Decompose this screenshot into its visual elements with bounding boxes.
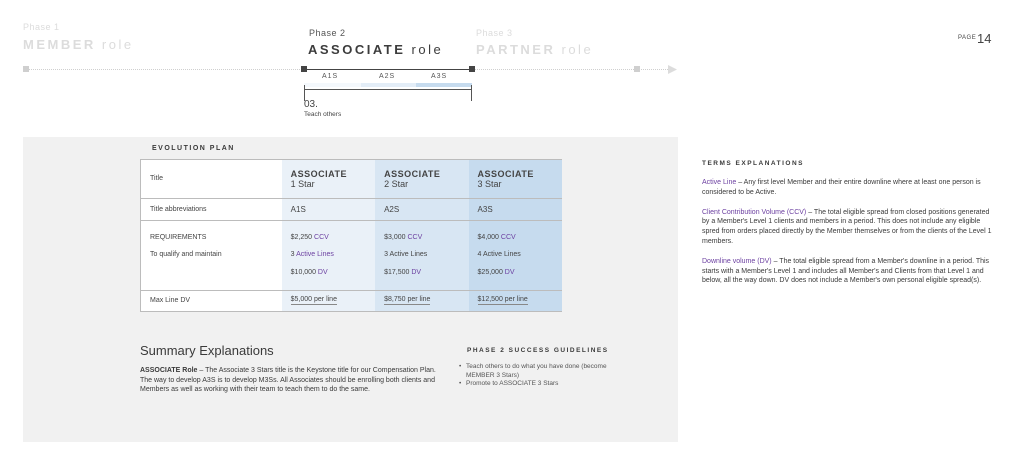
term-text-dv: – The total eligible spread from a Member's downline in a period. This starts with a Member's Level 1 and includes all Member's and Clients from that Level 1 and below, all the way down. DV does not include a Member's own personal eligible spread(s). bbox=[702, 257, 990, 285]
progress-seg-a1s bbox=[304, 83, 361, 87]
req3-dv-unit: DV bbox=[504, 268, 515, 276]
terms-list bbox=[702, 178, 998, 286]
table-row bbox=[141, 220, 562, 290]
tick-a2s: A2S bbox=[379, 73, 396, 80]
evolution-table-wrapper bbox=[140, 159, 562, 312]
col-head-1 bbox=[282, 160, 375, 198]
maxline-3 bbox=[469, 290, 562, 311]
maxline-1-value: $5,000 per line bbox=[290, 296, 337, 303]
col-head-1-bottom: 1 Star bbox=[290, 178, 315, 189]
phase1-title bbox=[23, 37, 134, 52]
phase2-title-bold: ASSOCIATE bbox=[308, 42, 406, 57]
term-name-dv: Downline volume (DV) bbox=[702, 257, 772, 265]
guideline-item: • Teach others to do what you have done (become MEMBER 3 Stars) bbox=[459, 363, 609, 380]
col-head-2-top: ASSOCIATE bbox=[384, 168, 441, 179]
page-number: 14 bbox=[977, 31, 992, 46]
row-label-requirements bbox=[141, 220, 282, 290]
term-item-ccv bbox=[702, 208, 998, 247]
term-name-ccv: Client Contribution Volume (CCV) bbox=[702, 208, 807, 216]
progress-underline bbox=[304, 89, 472, 90]
req3-ccv-value: $4,000 bbox=[477, 233, 499, 241]
req2-dv-unit: DV bbox=[411, 268, 422, 276]
table-row bbox=[141, 160, 562, 198]
req1-ccv-unit: CCV bbox=[314, 233, 329, 241]
requirements-sublabel: To qualify and maintain bbox=[150, 251, 222, 259]
phase2-title-light: role bbox=[411, 42, 444, 57]
phase2-label: Phase 2 bbox=[309, 28, 346, 38]
timeline-start-marker bbox=[23, 66, 29, 72]
requirements-1 bbox=[282, 220, 375, 290]
evolution-plan-title: EVOLUTION PLAN bbox=[152, 145, 235, 152]
tick-a1s: A1S bbox=[322, 73, 339, 80]
guideline-item: • Promote to ASSOCIATE 3 Stars bbox=[459, 380, 559, 387]
terms-title: TERMS EXPLANATIONS bbox=[702, 160, 804, 167]
term-text-active-line: – Any first level Member and their entire downline where at least one person is considered to be Active. bbox=[702, 179, 981, 196]
col-head-3-bottom: 3 Star bbox=[477, 178, 502, 189]
phase2-title bbox=[308, 42, 443, 57]
maxline-2 bbox=[375, 290, 468, 311]
term-text-ccv: – The total eligible spread from closed positions generated by a Member's Level 1 clients and members in a period. This does not include any eligible spred from orders placed directly by the Member themselves or from the clients of the Level 1 members. bbox=[702, 208, 992, 245]
maxline-1 bbox=[282, 290, 375, 311]
abbrev-1: A1S bbox=[282, 198, 375, 220]
step-number: 03. bbox=[304, 99, 318, 110]
req3-lines-value: 4 Active Lines bbox=[477, 251, 521, 259]
req2-lines-value: 3 Active Lines bbox=[384, 251, 428, 259]
phase1-title-light: role bbox=[101, 37, 134, 52]
summary-text: – The Associate 3 Stars title is the Keystone title for our Compensation Plan. The way to develop A3S is to develop M3Ss. All Associates should be enrolling both clients and Members as well as working with their team to teach them to do the same. bbox=[140, 367, 436, 394]
table-row bbox=[141, 198, 562, 220]
term-item-dv bbox=[702, 257, 998, 286]
page-label: PAGE bbox=[958, 35, 977, 41]
summary-body bbox=[140, 366, 440, 395]
row-label-maxline: Max Line DV bbox=[141, 290, 282, 311]
phase3-title-light: role bbox=[561, 42, 594, 57]
phase1-label: Phase 1 bbox=[23, 22, 60, 32]
col-head-3-top: ASSOCIATE bbox=[477, 168, 534, 179]
phase1-title-bold: MEMBER bbox=[23, 37, 96, 52]
tick-a3s: A3S bbox=[431, 73, 448, 80]
step-text: Teach others bbox=[304, 111, 342, 118]
term-item-active-line bbox=[702, 178, 998, 198]
row-label-abbrev: Title abbreviations bbox=[141, 198, 282, 220]
maxline-3-value: $12,500 per line bbox=[477, 296, 528, 303]
timeline-phase2-start-marker bbox=[301, 66, 307, 72]
timeline-line-right bbox=[475, 69, 670, 70]
timeline-line-left bbox=[26, 69, 304, 70]
guideline-text-1: Teach others to do what you have done (become MEMBER 3 Stars) bbox=[466, 363, 607, 379]
req2-ccv-unit: CCV bbox=[407, 233, 423, 241]
req1-dv-unit: DV bbox=[317, 268, 328, 276]
requirements-label: REQUIREMENTS bbox=[150, 233, 207, 241]
summary-term: ASSOCIATE Role bbox=[140, 367, 198, 374]
progress-seg-a2s bbox=[361, 83, 416, 87]
maxline-2-value: $8,750 per line bbox=[384, 296, 431, 303]
col-head-2 bbox=[375, 160, 468, 198]
timeline-arrow-icon bbox=[668, 65, 678, 74]
timeline-phase3-marker bbox=[634, 66, 640, 72]
guidelines-list bbox=[459, 363, 609, 389]
summary-title: Summary Explanations bbox=[140, 343, 274, 358]
guideline-text-2: Promote to ASSOCIATE 3 Stars bbox=[466, 380, 559, 387]
req2-ccv-value: $3,000 bbox=[384, 233, 406, 241]
phase3-title-bold: PARTNER bbox=[476, 42, 556, 57]
requirements-2 bbox=[375, 220, 468, 290]
req1-lines-value: 3 bbox=[290, 251, 295, 259]
req1-lines-unit: Active Lines bbox=[296, 251, 334, 259]
term-name-active-line: Active Line bbox=[702, 179, 737, 186]
timeline-line-current bbox=[304, 69, 472, 70]
abbrev-3: A3S bbox=[469, 198, 562, 220]
phase3-label: Phase 3 bbox=[476, 28, 513, 38]
requirements-3 bbox=[469, 220, 562, 290]
phase3-title bbox=[476, 42, 593, 57]
progress-tick-right bbox=[471, 85, 472, 101]
req3-dv-value: $25,000 bbox=[477, 268, 503, 276]
col-head-3 bbox=[469, 160, 562, 198]
evolution-table bbox=[141, 160, 562, 312]
req2-dv-value: $17,500 bbox=[384, 268, 410, 276]
table-row bbox=[141, 290, 562, 311]
col-head-1-top: ASSOCIATE bbox=[290, 168, 347, 179]
guidelines-title: PHASE 2 SUCCESS GUIDELINES bbox=[467, 347, 609, 354]
col-head-2-bottom: 2 Star bbox=[384, 178, 409, 189]
progress-seg-a3s bbox=[416, 83, 472, 87]
req3-ccv-unit: CCV bbox=[500, 233, 516, 241]
abbrev-2: A2S bbox=[375, 198, 468, 220]
row-label-title: Title bbox=[141, 160, 282, 198]
req1-dv-value: $10,000 bbox=[290, 268, 316, 276]
req1-ccv-value: $2,250 bbox=[290, 233, 313, 241]
